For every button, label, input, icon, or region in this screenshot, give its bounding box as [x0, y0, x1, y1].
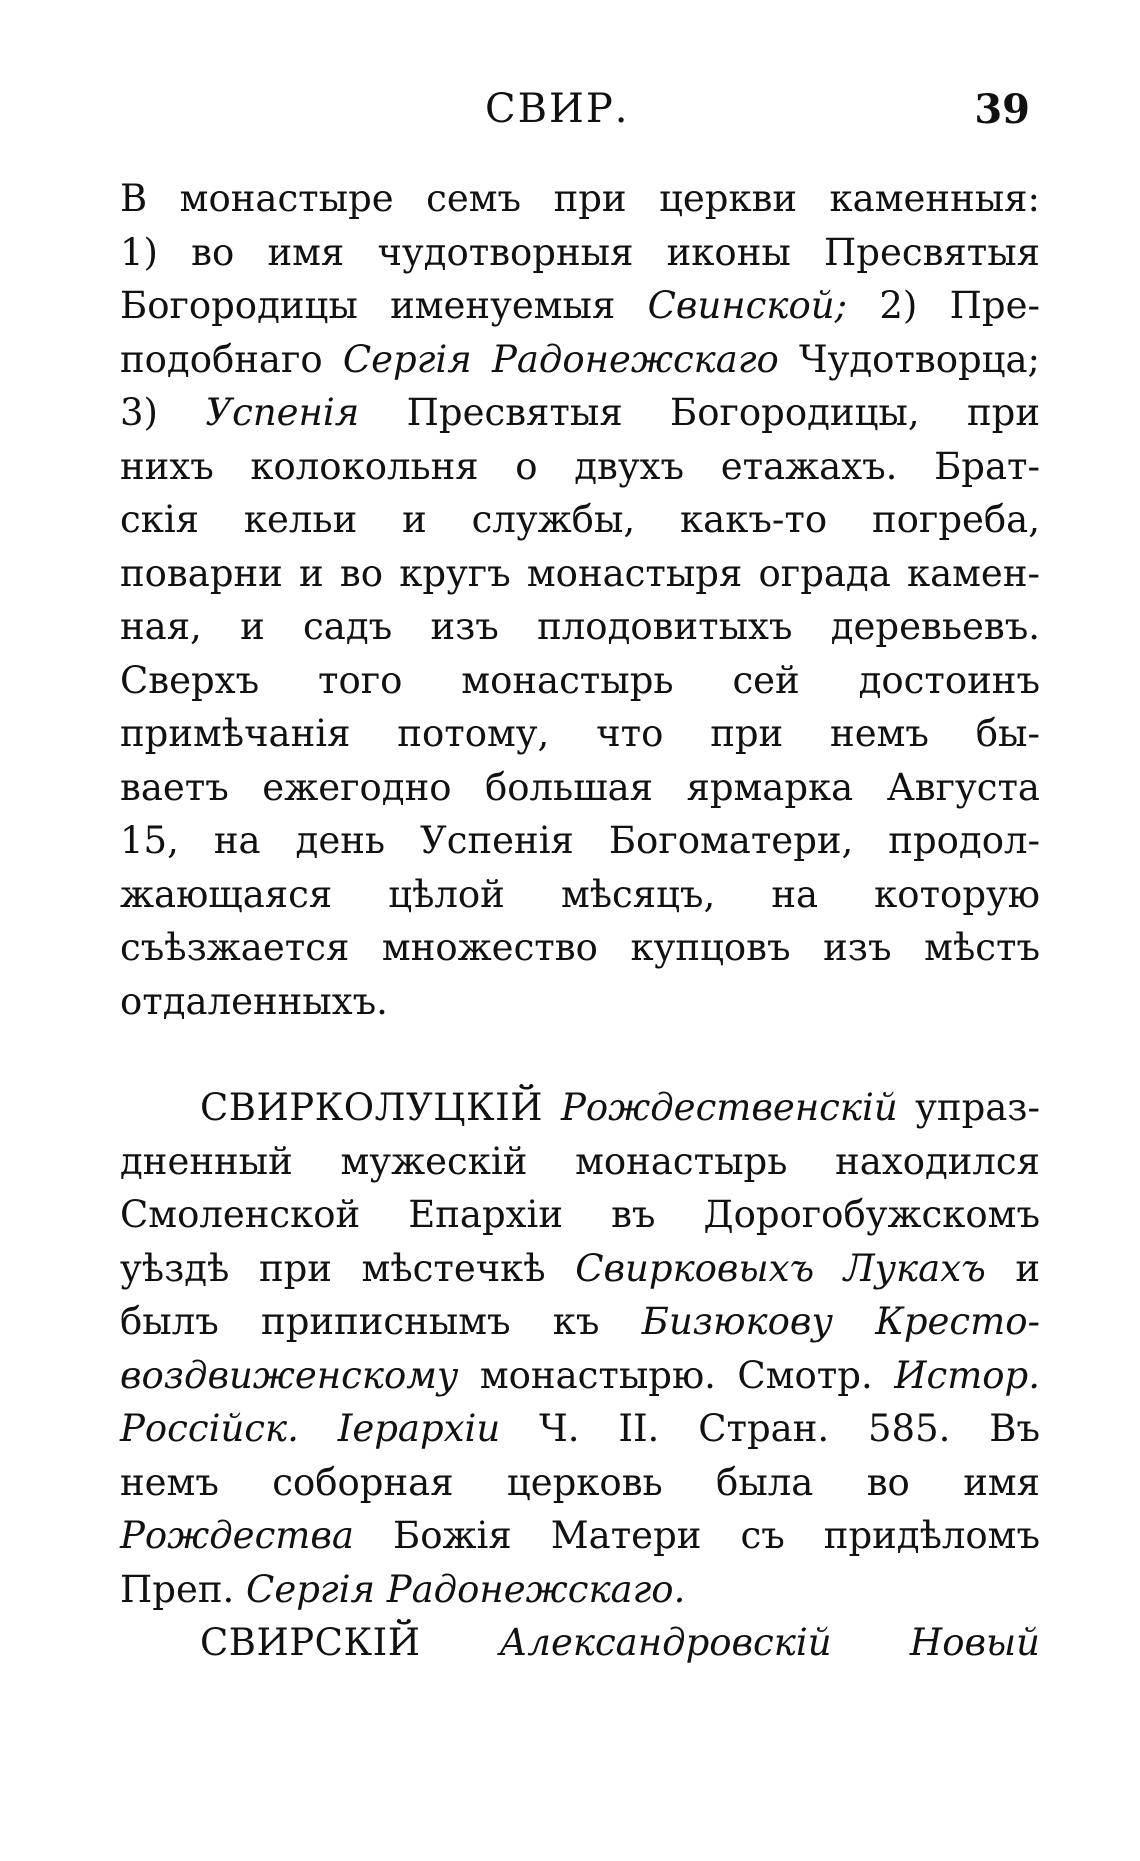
text-line: поварни и во кругъ монастыря ограда камен- [120, 551, 1040, 595]
paragraph-gap [120, 1028, 1040, 1081]
paragraph-svirkolutsky-monastery [120, 1081, 1040, 1616]
page-number: 39 [974, 86, 1030, 133]
text-line: подобнаго Сергія Радонежскаго Чудотворца; [120, 337, 1040, 381]
entry-heading: СВИРКОЛУЦКІЙ [200, 1086, 561, 1129]
text-line: В монастыре семъ при церкви каменныя: [120, 177, 1040, 220]
text-line: Сверхъ того монастырь сей достоинъ [120, 658, 1040, 702]
paragraph-svir-monastery [120, 172, 1040, 1028]
text-line: Преп. Сергія Радонежскаго. [120, 1567, 686, 1611]
text-line: дненный мужескій монастырь находился [120, 1139, 1040, 1183]
text-line: примѣчанія потому, что при немъ бы- [120, 712, 1040, 755]
text-line: 1) во имя чудотворныя иконы Пресвятыя [120, 230, 1040, 274]
text-line: 3) Успенія Пресвятыя Богородицы, при [120, 391, 1040, 434]
page-header [120, 80, 1040, 150]
entry-heading: СВИРСКІЙ [200, 1621, 500, 1664]
text-line: нихъ колокольня о двухъ етажахъ. Брат- [120, 444, 1040, 488]
text-line: отдаленныхъ. [120, 979, 388, 1023]
text-line: ная, и садъ изъ плодовитыхъ деревьевъ. [120, 605, 1040, 648]
text-line: 15, на день Успенія Богоматери, продол- [120, 819, 1040, 862]
text-line: ваетъ ежегодно большая ярмарка Августа [120, 765, 1040, 809]
text-line: уѣздѣ при мѣстечкѣ Свирковыхъ Лукахъ и [120, 1246, 1040, 1290]
text-line: Россійск. Іерархіи Ч. II. Стран. 585. Въ [120, 1407, 1041, 1450]
text-line: былъ приписнымъ къ Бизюкову Кресто- [120, 1300, 1040, 1343]
text-line: Богородицы именуемыя Свинской; 2) Пре- [120, 284, 1040, 327]
text-line: съѣзжается множество купцовъ изъ мѣстъ [120, 926, 1040, 969]
text-line: немъ соборная церковь была во имя [120, 1460, 1040, 1504]
text-line: СВИРКОЛУЦКІЙ Рождественскій упраз- [200, 1086, 1040, 1129]
text-line: воздвиженскому монастырю. Смотр. Истор. [120, 1353, 1040, 1397]
text-line: жающаяся цѣлой мѣсяцъ, на которую [120, 872, 1040, 916]
text-line: Рождества Божія Матери съ придѣломъ [120, 1514, 1040, 1557]
text-line: СВИРСКІЙ Александровскій Новый [200, 1621, 1040, 1664]
running-head: СВИР. [485, 86, 630, 132]
paragraph-svirsky-monastery [120, 1616, 1040, 1670]
book-page [120, 80, 1040, 1780]
text-line: Смоленской Епархіи въ Дорогобужскомъ [120, 1193, 1040, 1236]
text-line: скія кельи и службы, какъ-то погреба, [120, 498, 1040, 541]
